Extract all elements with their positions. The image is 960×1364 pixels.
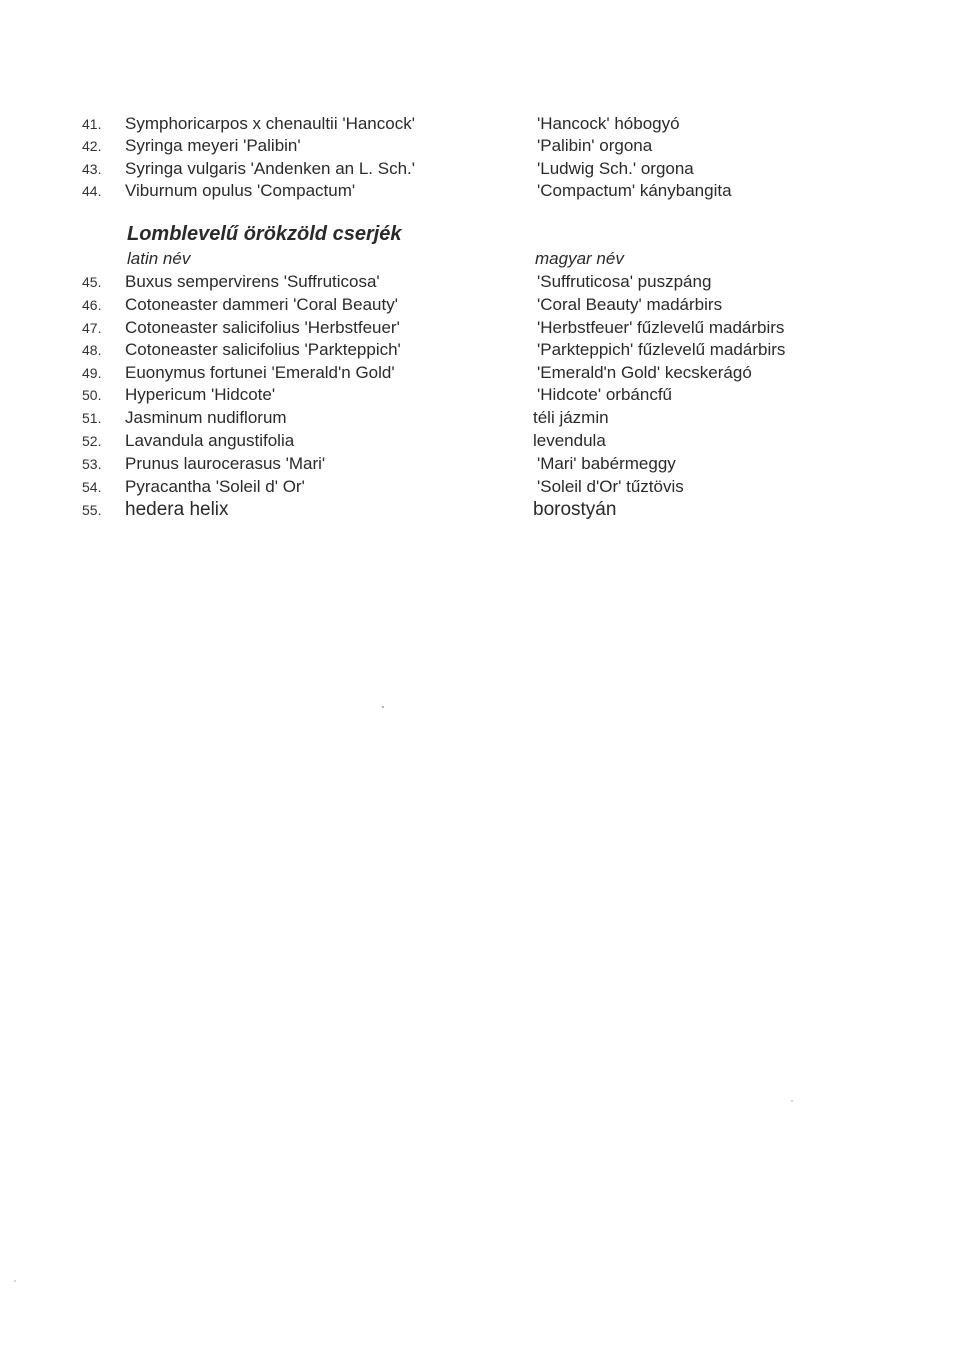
item-number: 53. xyxy=(82,456,102,472)
latin-name: Hypericum 'Hidcote' xyxy=(125,385,276,404)
list-item xyxy=(0,338,960,362)
latin-name: hedera helix xyxy=(125,499,229,520)
latin-name: Symphoricarpos x chenaultii 'Hancock' xyxy=(125,114,415,133)
latin-name: Buxus sempervirens 'Suffruticosa' xyxy=(125,272,380,291)
scan-speck xyxy=(14,1280,16,1282)
latin-name: Syringa vulgaris 'Andenken an L. Sch.' xyxy=(125,159,415,178)
list-item xyxy=(0,383,960,407)
item-number: 45. xyxy=(82,274,102,290)
latin-name: Euonymus fortunei 'Emerald'n Gold' xyxy=(125,363,395,382)
hungarian-name: 'Ludwig Sch.' orgona xyxy=(537,159,694,178)
list-item xyxy=(0,361,960,385)
list-item xyxy=(0,112,960,136)
latin-name: Cotoneaster salicifolius 'Parkteppich' xyxy=(125,340,401,359)
column-header-latin: latin név xyxy=(127,249,191,268)
list-item xyxy=(0,316,960,340)
item-number: 46. xyxy=(82,297,102,313)
scan-speck xyxy=(791,1100,793,1102)
hungarian-name: 'Parkteppich' fűzlevelű madárbirs xyxy=(537,340,786,359)
item-number: 41. xyxy=(82,116,102,132)
list-item xyxy=(0,452,960,476)
hungarian-name: 'Hancock' hóbogyó xyxy=(537,114,680,133)
list-item xyxy=(0,134,960,158)
latin-name: Lavandula angustifolia xyxy=(125,431,295,450)
list-item xyxy=(0,406,960,430)
list-item xyxy=(0,429,960,453)
list-item xyxy=(0,293,960,317)
latin-name: Cotoneaster salicifolius 'Herbstfeuer' xyxy=(125,318,400,337)
hungarian-name: 'Suffruticosa' puszpáng xyxy=(537,272,712,291)
hungarian-name: levendula xyxy=(533,431,606,450)
hungarian-name: 'Coral Beauty' madárbirs xyxy=(537,295,723,314)
latin-name: Syringa meyeri 'Palibin' xyxy=(125,136,301,155)
item-number: 50. xyxy=(82,387,102,403)
latin-name: Pyracantha 'Soleil d' Or' xyxy=(125,477,305,496)
list-item xyxy=(0,157,960,181)
hungarian-name: 'Hidcote' orbáncfű xyxy=(537,385,673,404)
list-item xyxy=(0,498,960,522)
list-item xyxy=(0,270,960,294)
latin-name: Prunus laurocerasus 'Mari' xyxy=(125,454,326,473)
hungarian-name: 'Compactum' kánybangita xyxy=(537,181,732,200)
list-item xyxy=(0,179,960,203)
item-number: 54. xyxy=(82,479,102,495)
list-item xyxy=(0,475,960,499)
hungarian-name: téli jázmin xyxy=(533,408,609,427)
hungarian-name: 'Palibin' orgona xyxy=(537,136,653,155)
item-number: 55. xyxy=(82,502,102,518)
column-header-hungarian: magyar név xyxy=(535,249,624,268)
latin-name: Jasminum nudiflorum xyxy=(125,408,287,427)
section-heading: Lomblevelű örökzöld cserjék xyxy=(127,223,402,245)
hungarian-name: 'Herbstfeuer' fűzlevelű madárbirs xyxy=(537,318,785,337)
item-number: 48. xyxy=(82,342,102,358)
hungarian-name: 'Mari' babérmeggy xyxy=(537,454,676,473)
hungarian-name: 'Emerald'n Gold' kecskerágó xyxy=(537,363,752,382)
item-number: 52. xyxy=(82,433,102,449)
latin-name: Viburnum opulus 'Compactum' xyxy=(125,181,356,200)
item-number: 49. xyxy=(82,365,102,381)
latin-name: Cotoneaster dammeri 'Coral Beauty' xyxy=(125,295,398,314)
item-number: 43. xyxy=(82,161,102,177)
item-number: 47. xyxy=(82,320,102,336)
scan-speck xyxy=(382,706,384,708)
item-number: 51. xyxy=(82,410,102,426)
item-number: 42. xyxy=(82,138,102,154)
item-number: 44. xyxy=(82,183,102,199)
hungarian-name: borostyán xyxy=(533,499,617,520)
hungarian-name: 'Soleil d'Or' tűztövis xyxy=(537,477,684,496)
